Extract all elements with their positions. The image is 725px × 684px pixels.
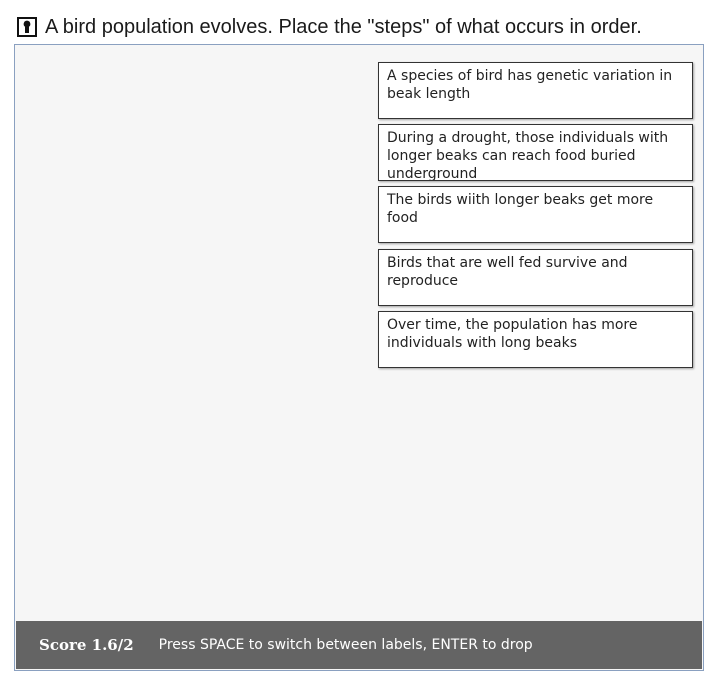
question-header bbox=[17, 14, 642, 40]
draggable-label[interactable]: A species of bird has genetic variation in beak length bbox=[378, 62, 693, 119]
score-text: Score 1.6/2 bbox=[39, 636, 134, 654]
keyboard-instructions: Press SPACE to switch between labels, ENTER to drop bbox=[158, 637, 533, 653]
draggable-label[interactable]: During a drought, those individuals with longer beaks can reach food buried underground bbox=[378, 124, 693, 181]
draggable-label[interactable]: Birds that are well fed survive and reproduce bbox=[378, 249, 693, 306]
question-text: A bird population evolves. Place the "steps" of what occurs in order. bbox=[45, 15, 642, 38]
status-bar bbox=[16, 621, 702, 669]
keyhole-icon[interactable] bbox=[17, 17, 37, 37]
draggable-label[interactable]: The birds wiith longer beaks get more food bbox=[378, 186, 693, 243]
draggable-label[interactable]: Over time, the population has more individuals with long beaks bbox=[378, 311, 693, 368]
drag-drop-stage[interactable] bbox=[14, 44, 704, 671]
